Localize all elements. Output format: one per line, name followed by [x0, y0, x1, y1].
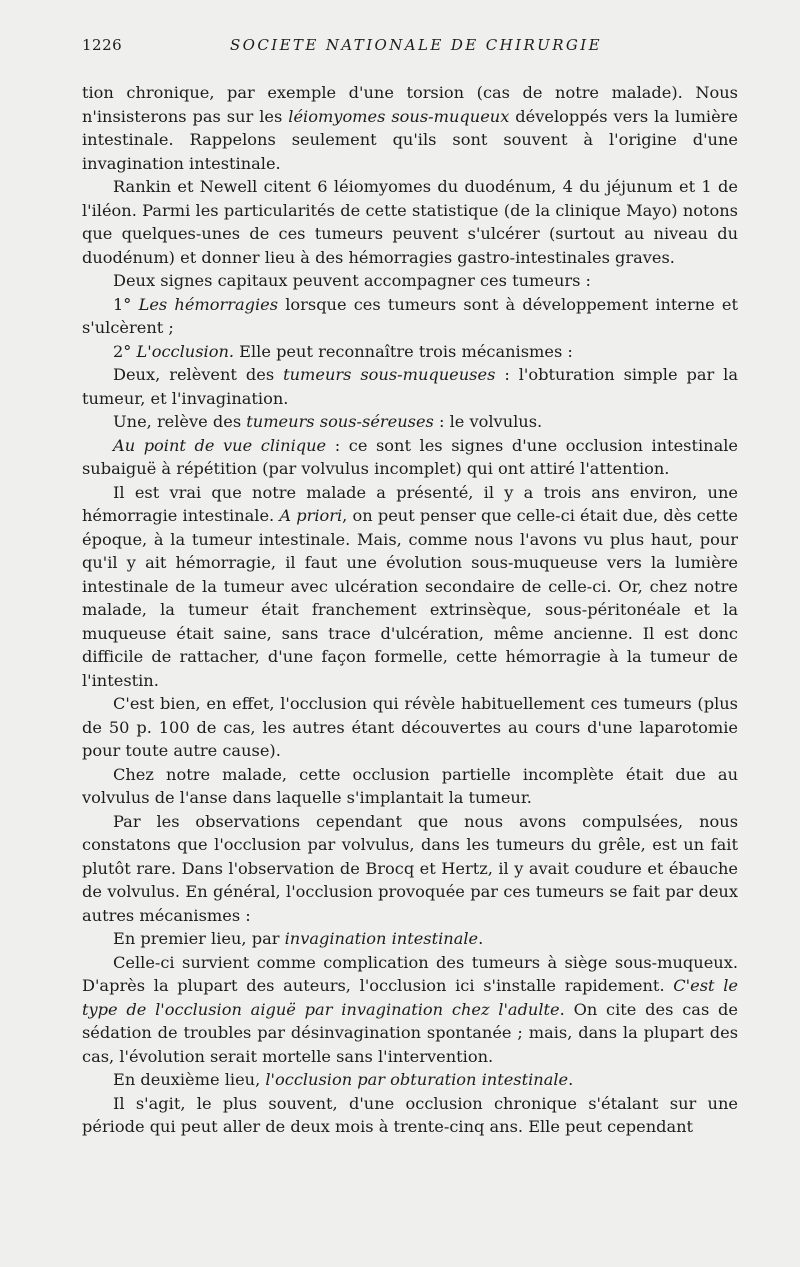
paragraph: 2° L'occlusion. Elle peut reconnaître trois mécanismes :: [113, 341, 573, 361]
paragraph: En deuxième lieu, l'occlusion par obturation intestinale.: [113, 1070, 574, 1089]
paragraph: Il s'agit, le plus souvent, d'une occlusion chronique s'étalant sur une période qui peut aller de deux mois à trente-cinq ans. Elle peut cependant: [82, 1093, 738, 1136]
paragraph: Une, relève des tumeurs sous-séreuses : le volvulus.: [113, 412, 543, 431]
paragraph: Au point de vue clinique : ce sont les signes d'une occlusion intestinale subaiguë à répétition (par volvulus incomplet) qui ont attiré l'attention.: [82, 435, 738, 478]
paragraph: C'est bien, en effet, l'occlusion qui révèle habituellement ces tumeurs (plus de 50 p. 100 de cas, les autres étant découvertes au cours d'une laparotomie pour toute autre cause).: [82, 694, 738, 760]
body-text: [82, 81, 738, 1139]
paragraph: tion chronique, par exemple d'une torsion (cas de notre malade). Nous n'insisterons pas sur les léiomyomes sous-muqueux développés vers la lumière intestinale. Rappelons seulement qu'ils sont souvent à l'origine d'une invagination intestinale.: [82, 83, 738, 173]
running-title: SOCIETE NATIONALE DE CHIRURGIE: [230, 36, 602, 54]
page-number: 1226: [82, 36, 123, 54]
paragraph: 1° Les hémorragies lorsque ces tumeurs sont à développement interne et s'ulcèrent ;: [82, 294, 738, 337]
paragraph: Deux signes capitaux peuvent accompagner ces tumeurs :: [113, 271, 592, 290]
paragraph: Il est vrai que notre malade a présenté, il y a trois ans environ, une hémorragie intestinale. A priori, on peut penser que celle-ci était due, dès cette époque, à la tumeur intestinale. Mais, comme nous l'avons vu plus haut, pour qu'il y ait hémorragie, il faut une évolution sous-muqueuse vers la lumière intestinale de la tumeur avec ulcération secondaire de celle-ci. Or, chez notre malade, la tumeur était franchement extrinsèque, sous-péritonéale et la muqueuse était saine, sans trace d'ulcération, même ancienne. Il est donc difficile de rattacher, d'une façon formelle, cette hémorragie à la tumeur de l'intestin.: [82, 482, 738, 690]
paragraph: Par les observations cependant que nous avons compulsées, nous constatons que l'occlusion par volvulus, dans les tumeurs du grêle, est un fait plutôt rare. Dans l'observation de Brocq et Hertz, il y avait coudure et ébauche de volvulus. En général, l'occlusion provoquée par ces tumeurs se fait par deux autres mécanismes :: [82, 811, 738, 925]
paragraph: Celle-ci survient comme complication des tumeurs à siège sous-muqueux. D'après la plupart des auteurs, l'occlusion ici s'installe rapidement. C'est le type de l'occlusion aiguë par invagination chez l'adulte. On cite des cas de sédation de troubles par désinvagination spontanée ; mais, dans la plupart des cas, l'évolution serait mortelle sans l'intervention.: [82, 952, 738, 1066]
paragraph: Rankin et Newell citent 6 léiomyomes du duodénum, 4 du jéjunum et 1 de l'iléon. Parmi les particularités de cette statistique (de la clinique Mayo) notons que quelques-unes de ces tumeurs peuvent s'ulcérer (surtout au niveau du duodénum) et donner lieu à des hémorragies gastro-intestinales graves.: [82, 177, 738, 267]
paragraph: Chez notre malade, cette occlusion partielle incomplète était due au volvulus de l'anse dans laquelle s'implantait la tumeur.: [82, 764, 738, 807]
paragraph: Deux, relèvent des tumeurs sous-muqueuses : l'obturation simple par la tumeur, et l'invagination.: [82, 365, 738, 408]
running-header: [82, 36, 738, 58]
paragraph: En premier lieu, par invagination intestinale.: [113, 929, 484, 948]
